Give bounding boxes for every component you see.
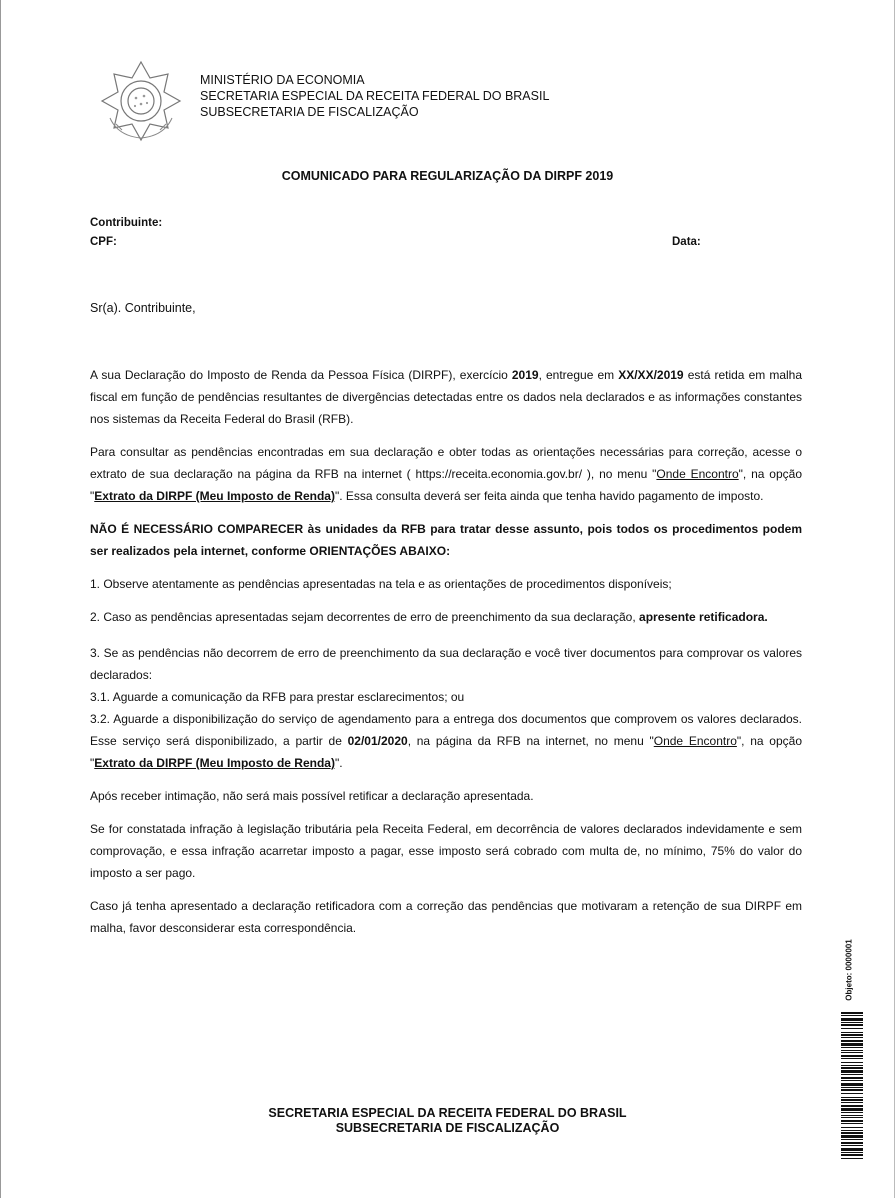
- item-2: 2. Caso as pendências apresentadas sejam decorrentes de erro de preenchimento da sua declaração, apresente retificadora.: [90, 610, 768, 624]
- paragraph-intimation: Após receber intimação, não será mais possível retificar a declaração apresentada.: [90, 789, 534, 803]
- barcode-icon: [841, 1012, 863, 1160]
- contribuinte-label: Contribuinte:: [90, 217, 163, 229]
- option-extrato-dirpf: Extrato da DIRPF (Meu Imposto de Renda): [94, 489, 335, 503]
- paragraph-no-need: NÃO É NECESSÁRIO COMPARECER às unidades da RFB para tratar desse assunto, pois todos os procedimentos podem ser realizados pela internet, conforme ORIENTAÇÕES ABAIXO:: [90, 522, 802, 558]
- signature-footer: [0, 1106, 895, 1136]
- letter-body: [90, 364, 802, 939]
- header-line-secretariat: SECRETARIA ESPECIAL DA RECEITA FEDERAL DO BRASIL: [200, 89, 550, 103]
- brazil-coat-of-arms-icon: [98, 58, 184, 144]
- header-line-subsecretariat: SUBSECRETARIA DE FISCALIZAÇÃO: [200, 105, 419, 119]
- footer-line-secretariat: SECRETARIA ESPECIAL DA RECEITA FEDERAL DO BRASIL: [268, 1106, 627, 1120]
- menu-link-onde-encontro: Onde Encontro: [656, 467, 739, 481]
- object-code-text: Objeto: 0000001: [844, 939, 854, 1001]
- footer-line-subsecretariat: SUBSECRETARIA DE FISCALIZAÇÃO: [335, 1121, 560, 1135]
- cpf-label: CPF:: [90, 236, 117, 248]
- agency-header: [200, 72, 549, 120]
- object-code: [842, 930, 856, 1010]
- paragraph-consult: Para consultar as pendências encontradas em sua declaração e obter todas as orientações necessárias para correção, acesse o extrato de sua declaração na página da RFB na internet ( https://receita.economia.gov.br/ ), no menu "Onde Encontro", na opção "Extrato da DIRPF (Meu Imposto de Renda)". Essa consulta deverá ser feita ainda que tenha havido pagamento de imposto.: [90, 445, 802, 503]
- date-label: Data:: [672, 236, 701, 248]
- paragraph-infraction: Se for constatada infração à legislação tributária pela Receita Federal, em decorrência de valores declarados indevidamente e sem comprovação, e essa infração acarretar imposto a pagar, esse imposto será cobrado com multa de, no mínimo, 75% do valor do imposto a ser pago.: [90, 822, 802, 880]
- item-3: 3. Se as pendências não decorrem de erro de preenchimento da sua declaração e você tiver documentos para comprovar os valores declarados:: [90, 646, 802, 682]
- item-3-2: 3.2. Aguarde a disponibilização do serviço de agendamento para a entrega dos documentos que comprovem os valores declarados. Esse serviço será disponibilizado, a partir de 02/01/2020, na página da RFB na internet, no menu "Onde Encontro", na opção "Extrato da DIRPF (Meu Imposto de Renda)".: [90, 712, 802, 770]
- document-title: COMUNICADO PARA REGULARIZAÇÃO DA DIRPF 2019: [281, 169, 614, 183]
- paragraph-disregard: Caso já tenha apresentado a declaração retificadora com a correção das pendências que motivaram a retenção de sua DIRPF em malha, favor desconsiderar esta correspondência.: [90, 899, 802, 935]
- greeting: Sr(a). Contribuinte,: [90, 301, 196, 315]
- header-line-ministry: MINISTÉRIO DA ECONOMIA: [200, 73, 365, 87]
- item-1: 1. Observe atentamente as pendências apresentadas na tela e as orientações de procedimentos disponíveis;: [90, 577, 672, 591]
- item-3-1: 3.1. Aguarde a comunicação da RFB para prestar esclarecimentos; ou: [90, 690, 465, 704]
- paragraph-retention: A sua Declaração do Imposto de Renda da Pessoa Física (DIRPF), exercício 2019, entregue em XX/XX/2019 está retida em malha fiscal em função de pendências resultantes de divergências detectadas entre os dados nela declarados e as informações constantes nos sistemas da Receita Federal do Brasil (RFB).: [90, 368, 803, 426]
